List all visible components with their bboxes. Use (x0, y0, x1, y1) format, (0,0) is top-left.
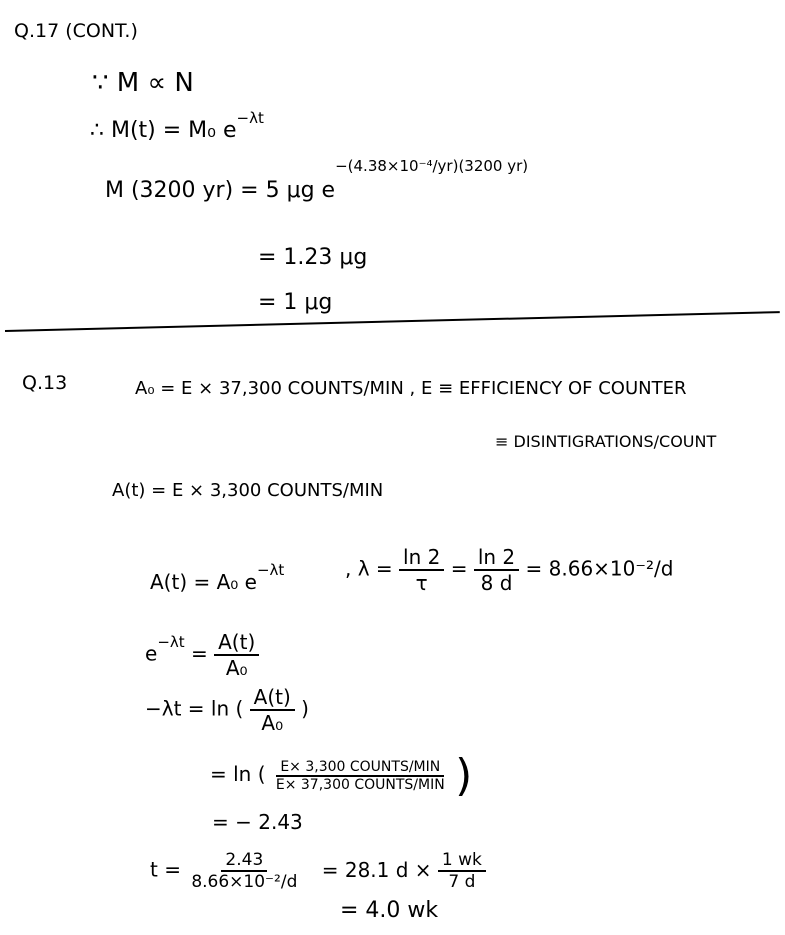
lambda-label: , λ = (345, 556, 393, 581)
e-base: e (145, 641, 158, 666)
mass-rounded: = 1 μg (258, 290, 333, 315)
mass-result: = 1.23 μg (258, 245, 368, 270)
mass-base: M (3200 yr) = 5 μg e (105, 178, 336, 203)
activity-at-t: A(t) = E × 3,300 COUNTS/MIN (112, 480, 384, 501)
log-lhs-2: = ln ( (210, 762, 266, 786)
e-exponent: −λt (157, 632, 185, 651)
activity-ratio (214, 630, 259, 680)
exponential-ratio: $e^{-\lambda t}$ = $\frac{A(t)}{\text{A₀}}$ (145, 630, 259, 680)
efficiency-definition: ≡ DISINTIGRATIONS/COUNT (495, 432, 717, 451)
fraction-denominator: 8.66×10⁻²/d (191, 872, 298, 892)
fraction-numerator: 1 wk (438, 850, 486, 872)
final-answer: = 4.0 wk (340, 898, 439, 923)
activity-ratio-log (250, 685, 295, 735)
decay-constant (345, 545, 673, 595)
fraction-denominator: E× 37,300 COUNTS/MIN (275, 776, 445, 793)
fraction-numerator: ln 2 (474, 545, 519, 571)
log-substitution (210, 750, 472, 801)
decay-law-base: ∴ M(t) = M₀ e (90, 118, 237, 143)
log-lhs: −λt = ln ( (145, 696, 244, 721)
lambda-result: = 8.66×10⁻²/d (525, 556, 674, 581)
fraction-denominator: τ (415, 571, 428, 595)
activity-decay-base: A(t) = A₀ e (150, 570, 257, 594)
fraction-numerator: E× 3,300 COUNTS/MIN (276, 759, 444, 777)
log-result: = − 2.43 (212, 810, 303, 834)
decay-law-exponent: −λt (236, 109, 264, 127)
equals: = (450, 556, 468, 581)
t-label: t = (150, 857, 181, 882)
counts-ratio (272, 759, 449, 793)
log-equation (145, 685, 309, 735)
mass-exponent: −(4.38×10⁻⁴/yr)(3200 yr) (335, 157, 529, 175)
t-fraction (187, 850, 301, 892)
q17-heading: Q.17 (CONT.) (14, 20, 138, 42)
ln2-over-8d (474, 545, 519, 595)
activity-decay-exponent: −λt (256, 561, 285, 579)
fraction-numerator: ln 2 (399, 545, 444, 571)
decay-law (90, 109, 264, 143)
ln2-over-tau (399, 545, 444, 595)
proportional-statement: ∵ M ∝ N (92, 68, 194, 98)
week-conversion (438, 850, 486, 892)
fraction-denominator: 7 d (448, 872, 476, 892)
days-value: = 28.1 d × (321, 857, 432, 882)
q13-heading: Q.13 (22, 372, 68, 394)
fraction-denominator: A₀ (261, 711, 284, 735)
close-paren: ) (455, 750, 473, 801)
fraction-denominator: A₀ (225, 656, 248, 680)
time-solution (150, 850, 486, 892)
fraction-numerator: A(t) (214, 630, 259, 656)
section-divider (5, 311, 780, 332)
fraction-numerator: A(t) (250, 685, 295, 711)
fraction-denominator: 8 d (480, 571, 513, 595)
fraction-numerator: 2.43 (221, 850, 267, 872)
close-paren: ) (301, 696, 309, 721)
initial-activity: A₀ = E × 37,300 COUNTS/MIN , E ≡ EFFICIENCY OF COUNTER (135, 378, 687, 399)
